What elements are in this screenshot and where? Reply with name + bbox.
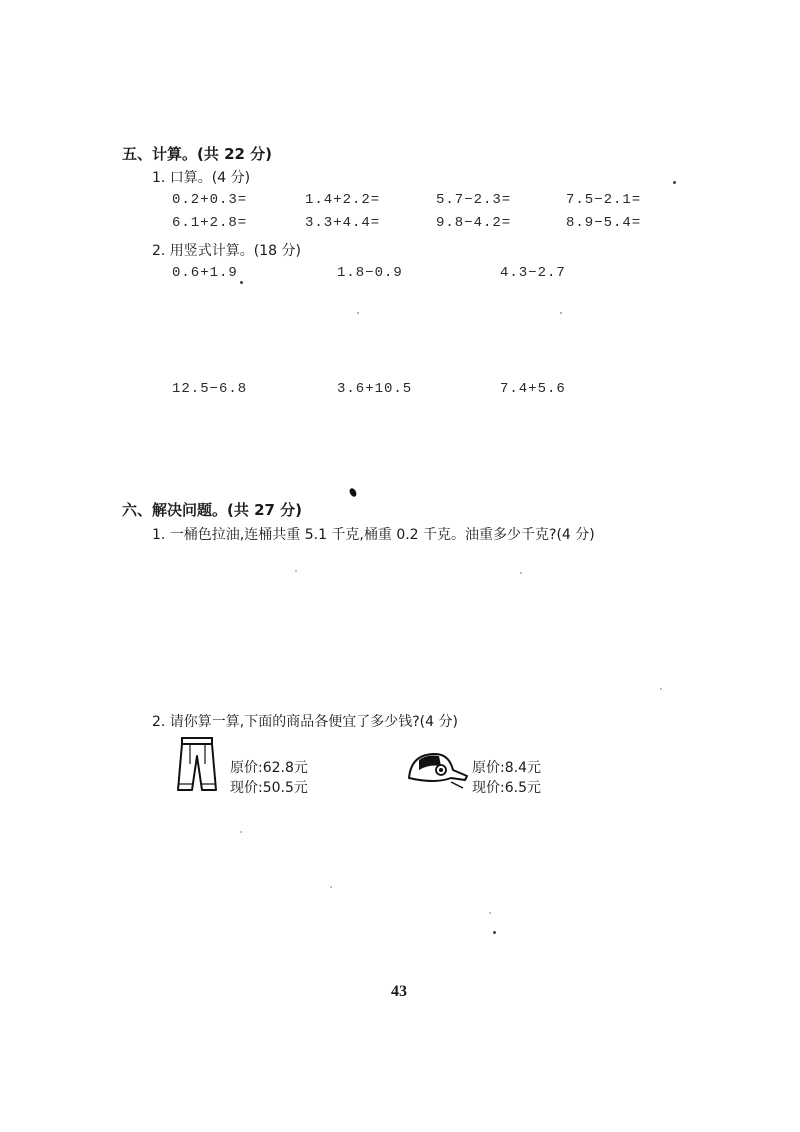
scan-speck bbox=[673, 181, 676, 184]
scan-speck bbox=[660, 688, 662, 690]
scan-speck bbox=[489, 912, 491, 914]
oral-expr-7: 9.8−4.2= bbox=[436, 215, 512, 231]
oral-expr-8: 8.9−5.4= bbox=[566, 215, 642, 231]
section5-q1-label: 1. 口算。(4 分) bbox=[152, 170, 251, 186]
scan-speck bbox=[240, 831, 242, 833]
section5-title: 五、计算。(共 22 分) bbox=[122, 145, 273, 163]
vertical-expr-6: 7.4+5.6 bbox=[500, 381, 566, 397]
oral-expr-3: 5.7−2.3= bbox=[436, 192, 512, 208]
oral-expr-4: 7.5−2.1= bbox=[566, 192, 642, 208]
vertical-expr-4: 12.5−6.8 bbox=[172, 381, 248, 397]
section6-q1-text: 1. 一桶色拉油,连桶共重 5.1 千克,桶重 0.2 千克。油重多少千克?(4 分) bbox=[152, 527, 595, 543]
scan-speck bbox=[520, 572, 522, 574]
scan-speck bbox=[330, 886, 332, 888]
cap-original-price: 原价:8.4元 bbox=[472, 760, 541, 776]
vertical-expr-1: 0.6+1.9 bbox=[172, 265, 238, 281]
oral-expr-6: 3.3+4.4= bbox=[305, 215, 381, 231]
scan-speck bbox=[560, 312, 562, 314]
cap-icon bbox=[405, 748, 469, 792]
oral-expr-5: 6.1+2.8= bbox=[172, 215, 248, 231]
section5-q2-label: 2. 用竖式计算。(18 分) bbox=[152, 243, 301, 259]
scan-speck bbox=[357, 312, 359, 314]
vertical-expr-5: 3.6+10.5 bbox=[337, 381, 413, 397]
page-number: 43 bbox=[391, 983, 407, 1000]
vertical-expr-3: 4.3−2.7 bbox=[500, 265, 566, 281]
oral-expr-2: 1.4+2.2= bbox=[305, 192, 381, 208]
oral-expr-1: 0.2+0.3= bbox=[172, 192, 248, 208]
section6-title: 六、解决问题。(共 27 分) bbox=[122, 501, 303, 519]
scan-speck bbox=[240, 281, 243, 284]
pants-icon bbox=[172, 734, 222, 794]
vertical-expr-2: 1.8−0.9 bbox=[337, 265, 403, 281]
section6-q2-text: 2. 请你算一算,下面的商品各便宜了多少钱?(4 分) bbox=[152, 714, 458, 730]
scan-speck bbox=[348, 487, 358, 498]
scan-speck bbox=[493, 931, 496, 934]
scan-speck bbox=[295, 570, 297, 572]
pants-current-price: 现价:50.5元 bbox=[230, 780, 308, 796]
pants-original-price: 原价:62.8元 bbox=[230, 760, 308, 776]
cap-current-price: 现价:6.5元 bbox=[472, 780, 541, 796]
